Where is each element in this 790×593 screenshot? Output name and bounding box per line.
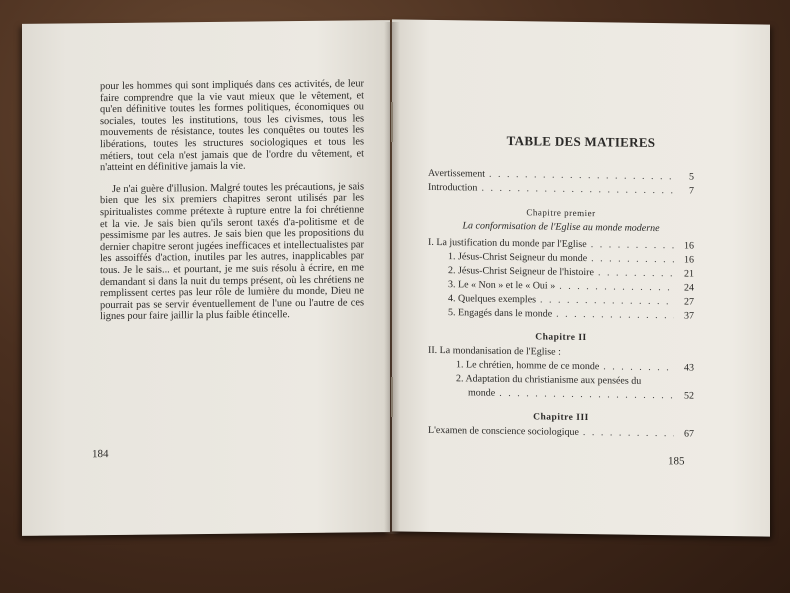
paragraph: pour les hommes qui sont impliqués dans ces activités, de leur faire comprendre que la vie vaut mieux que le vêtement, et qu'en définitive toutes les formes politiques, économiques ou sociales, toutes les institutions, tous les civismes, tous les mouvements de résistance, toutes les conquêtes ou toutes les libérations, toutes les structures sociologiques et tous les métiers, tout cela n'est jamais que de l'ordre du vêtement, et n'atteint en définitive jamais la vie.	[100, 78, 364, 174]
binding-stitch	[391, 377, 393, 417]
book-gutter	[384, 22, 400, 534]
table-of-contents	[428, 168, 694, 443]
toc-entry-continuation	[428, 387, 694, 405]
toc-entry[interactable]	[428, 182, 694, 200]
toc-entry-label: 4. Quelques exemples	[448, 293, 537, 306]
toc-entry-label: Avertissement	[428, 167, 486, 180]
toc-entry-label: 2. Adaptation du christianisme aux pensées du	[456, 373, 642, 387]
leader-dots	[598, 267, 674, 279]
toc-entry-label: 2. Jésus-Christ Seigneur de l'histoire	[448, 265, 594, 279]
toc-entry[interactable]	[428, 425, 694, 443]
toc-entry-page: 7	[689, 185, 694, 197]
toc-entry-page: 16	[684, 254, 694, 266]
body-text	[100, 78, 364, 333]
toc-entry-label: monde	[468, 387, 496, 399]
chapter-heading: Chapitre premier	[526, 207, 596, 219]
paragraph: Je n'ai guère d'illusion. Malgré toutes les précautions, je sais bien que les six premiers chapitres seront utilisés par les spiritualistes comme prétexte à rupture entre la foi chrétienne et la vie. Je sais bien qu'ils seront taxés d'a-politisme et de pessimisme par les autres. Je sais bien que les propositions du dernier chapitre seront jugées inefficaces et intellectualistes par les assoiffés d'action, inutiles par les autres, inapplicables par tous. Je le sais... et pourtant, je me suis résolu à écrire, en me demandant si dans la nuit du temps présent, où les chrétiens ne remplissent certes pas leur rôle de lumière du monde, Dieu ne pourrait pas se servir éventuellement de l'une ou l'autre de ces lignes pour faire jaillir la plus faible étincelle.	[100, 181, 364, 323]
toc-entry-label: 5. Engagés dans le monde	[448, 307, 553, 320]
open-book	[22, 22, 770, 534]
toc-entry-label: 1. Le chrétien, homme de ce monde	[456, 359, 600, 373]
toc-entry-page: 5	[689, 171, 694, 183]
toc-entry-page: 37	[684, 310, 694, 322]
page-number: 185	[668, 455, 685, 468]
toc-entry-label: 1. Jésus-Christ Seigneur du monde	[448, 251, 588, 265]
toc-entry-label: L'examen de conscience sociologique	[428, 424, 579, 438]
toc-entry-page: 52	[684, 390, 694, 402]
toc-entry-label: 3. Le « Non » et le « Oui »	[448, 279, 556, 292]
leader-dots	[559, 281, 674, 294]
toc-entry-page: 24	[684, 282, 694, 294]
toc-entry-page: 43	[684, 362, 694, 374]
toc-entry[interactable]	[428, 307, 694, 325]
toc-entry-page: 27	[684, 296, 694, 308]
leader-dots	[499, 388, 674, 401]
leader-dots	[583, 427, 674, 439]
right-page	[392, 19, 770, 536]
leader-dots	[481, 183, 674, 197]
toc-entry-page: 21	[684, 268, 694, 280]
leader-dots	[591, 239, 674, 251]
left-page	[22, 20, 390, 536]
leader-dots	[591, 253, 674, 265]
toc-title: TABLE DES MATIERES	[506, 132, 656, 151]
binding-stitch	[391, 102, 393, 142]
toc-section-label: I. La justification du monde par l'Eglise	[428, 236, 587, 251]
toc-entry-page: 16	[684, 240, 694, 252]
toc-entry-page: 67	[684, 428, 694, 440]
chapter-subtitle: La conformisation de l'Eglise au monde moderne	[462, 220, 660, 235]
toc-section-label: II. La mondanisation de l'Eglise :	[428, 344, 561, 358]
leader-dots	[540, 294, 674, 307]
leader-dots	[556, 309, 674, 322]
leader-dots	[603, 361, 674, 373]
chapter-heading: Chapitre III	[533, 412, 589, 424]
page-number: 184	[92, 448, 109, 461]
chapter-heading: Chapitre II	[535, 332, 587, 344]
toc-entry-label: Introduction	[428, 181, 478, 194]
leader-dots	[489, 169, 674, 183]
